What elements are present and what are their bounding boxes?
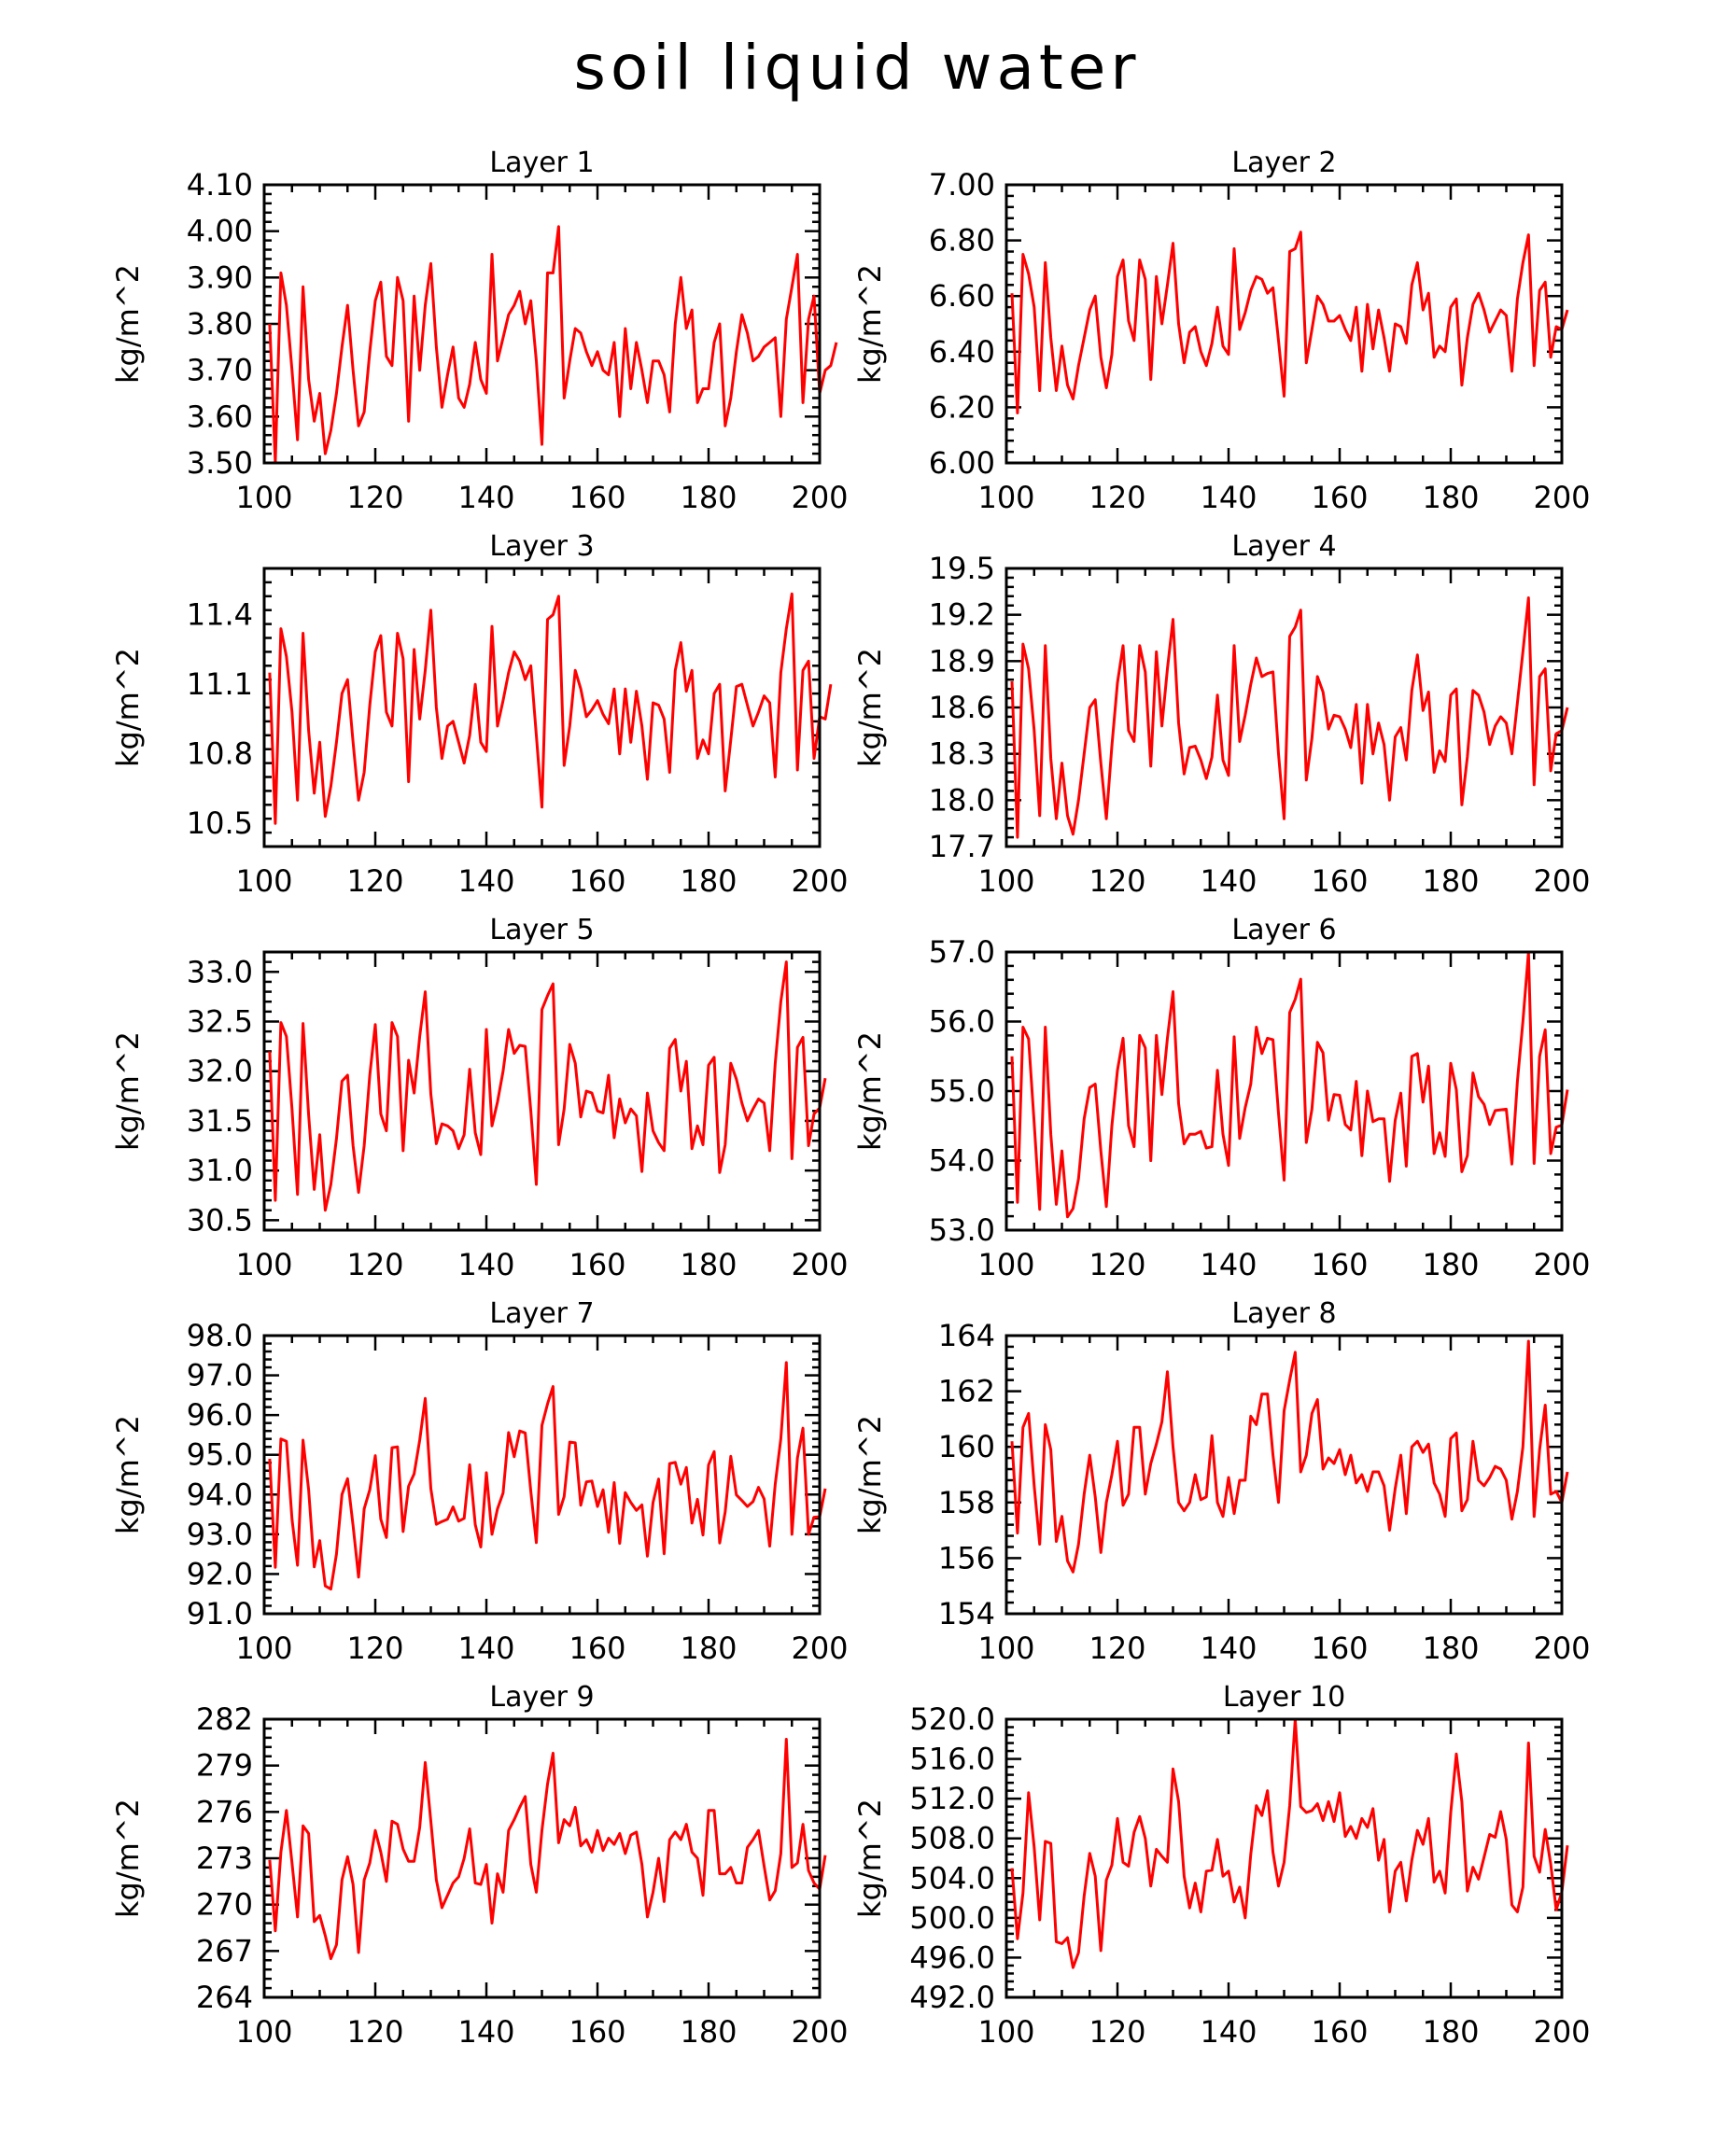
y-axis-label: kg/m^2 [852,1799,888,1918]
y-axis-label: kg/m^2 [110,1415,146,1534]
x-tick-label: 180 [1422,480,1480,515]
y-tick-label: 10.8 [186,735,253,772]
x-tick-label: 200 [791,863,849,899]
x-tick-label: 120 [1089,1247,1146,1282]
x-tick-label: 140 [1200,1247,1257,1282]
x-tick-label: 180 [680,1631,738,1666]
y-tick-label: 92.0 [186,1556,253,1592]
y-tick-label: 31.0 [186,1153,253,1189]
y-tick-label: 264 [195,1980,253,2015]
x-tick-label: 180 [1422,2014,1480,2050]
y-tick-label: 279 [195,1747,253,1784]
y-tick-label: 32.5 [186,1003,253,1040]
x-tick-label: 180 [1422,1631,1480,1666]
y-tick-label: 53.0 [928,1212,995,1248]
x-tick-label: 180 [1422,863,1480,899]
y-tick-label: 11.4 [186,596,253,633]
series-line-layer-3 [270,594,831,823]
y-tick-label: 276 [195,1794,253,1830]
y-tick-label: 94.0 [186,1477,253,1513]
x-tick-label: 100 [235,1631,293,1666]
x-tick-label: 160 [1311,2014,1369,2050]
x-tick-label: 200 [1533,2014,1591,2050]
y-tick-label: 492.0 [909,1980,995,2015]
x-tick-label: 180 [680,1247,738,1282]
x-tick-label: 100 [977,1247,1035,1282]
x-tick-label: 160 [1311,863,1369,899]
y-tick-label: 32.0 [186,1053,253,1089]
y-axis-label: kg/m^2 [852,1415,888,1534]
y-tick-label: 4.00 [186,213,253,249]
chart-panel-layer-5 [110,914,849,1282]
y-tick-label: 3.90 [186,259,253,296]
y-tick-label: 270 [195,1886,253,1923]
x-tick-label: 100 [977,480,1035,515]
y-tick-label: 158 [937,1484,995,1520]
y-tick-label: 6.60 [928,278,995,315]
y-tick-label: 17.7 [928,829,995,864]
series-line-layer-4 [1012,598,1567,838]
series-line-layer-7 [270,1363,825,1589]
y-axis-label: kg/m^2 [110,264,146,384]
panel-title: Layer 6 [1231,914,1337,946]
y-axis-label: kg/m^2 [110,1799,146,1918]
x-tick-label: 180 [680,2014,738,2050]
series-line-layer-1 [270,227,836,463]
x-tick-label: 140 [457,1631,515,1666]
y-tick-label: 10.5 [186,805,253,842]
x-tick-label: 200 [1533,1247,1591,1282]
x-tick-label: 200 [791,1631,849,1666]
chart-panel-layer-8 [852,1297,1591,1666]
panel-title: Layer 4 [1231,530,1337,563]
panel-title: Layer 3 [489,530,595,563]
series-line-layer-6 [1012,952,1567,1217]
panels-container [110,147,1591,2050]
x-tick-label: 140 [1200,1631,1257,1666]
y-tick-label: 18.9 [928,643,995,679]
series-line-layer-5 [270,962,825,1211]
x-tick-label: 180 [680,863,738,899]
x-tick-label: 100 [977,2014,1035,2050]
x-tick-label: 120 [1089,2014,1146,2050]
chart-panel-layer-3 [110,530,849,899]
x-tick-label: 120 [346,1247,404,1282]
x-tick-label: 140 [1200,2014,1257,2050]
y-axis-label: kg/m^2 [852,1031,888,1151]
x-tick-label: 200 [1533,863,1591,899]
y-tick-label: 6.40 [928,333,995,370]
panel-title: Layer 1 [489,147,595,179]
x-tick-label: 160 [569,1247,626,1282]
x-tick-label: 140 [457,2014,515,2050]
y-axis-label: kg/m^2 [110,1031,146,1151]
y-tick-label: 6.20 [928,389,995,426]
y-tick-label: 18.3 [928,735,995,772]
x-tick-label: 100 [977,863,1035,899]
series-line-layer-2 [1012,232,1567,413]
y-tick-label: 282 [195,1701,253,1737]
panel-title: Layer 9 [489,1681,595,1714]
y-tick-label: 160 [937,1429,995,1465]
y-tick-label: 267 [195,1933,253,1969]
y-tick-label: 95.0 [186,1436,253,1473]
x-tick-label: 120 [346,480,404,515]
x-tick-label: 140 [1200,480,1257,515]
y-tick-label: 3.50 [186,445,253,481]
x-tick-label: 180 [680,480,738,515]
panel-title: Layer 7 [489,1297,595,1330]
x-tick-label: 200 [1533,480,1591,515]
y-axis-label: kg/m^2 [852,648,888,767]
y-tick-label: 96.0 [186,1397,253,1434]
chart-panel-layer-9 [110,1681,849,2050]
x-tick-label: 120 [346,2014,404,2050]
x-tick-label: 180 [1422,1247,1480,1282]
y-tick-label: 273 [195,1841,253,1876]
figure-title: soil liquid water [573,32,1141,104]
y-tick-label: 18.6 [928,690,995,725]
y-tick-label: 56.0 [928,1003,995,1040]
x-tick-label: 100 [235,480,293,515]
chart-panel-layer-6 [852,914,1591,1282]
y-tick-label: 54.0 [928,1142,995,1179]
plot-frame [264,1336,820,1614]
chart-panel-layer-1 [110,147,849,515]
y-axis-label: kg/m^2 [852,264,888,384]
x-tick-label: 100 [235,2014,293,2050]
x-tick-label: 200 [791,480,849,515]
y-tick-label: 6.00 [928,445,995,481]
y-tick-label: 31.5 [186,1102,253,1139]
x-tick-label: 140 [457,480,515,515]
y-tick-label: 93.0 [186,1516,253,1552]
y-tick-label: 504.0 [909,1860,995,1897]
y-tick-label: 162 [937,1373,995,1409]
y-tick-label: 164 [937,1318,995,1353]
y-tick-label: 154 [937,1596,995,1631]
x-tick-label: 160 [569,863,626,899]
y-tick-label: 19.5 [928,551,995,586]
y-tick-label: 500.0 [909,1899,995,1936]
y-tick-label: 512.0 [909,1781,995,1817]
series-line-layer-10 [1012,1719,1567,1967]
y-tick-label: 4.10 [186,167,253,203]
chart-panel-layer-7 [110,1297,849,1666]
y-tick-label: 520.0 [909,1701,995,1737]
panel-title: Layer 5 [489,914,595,946]
x-tick-label: 200 [791,1247,849,1282]
x-tick-label: 120 [1089,480,1146,515]
y-tick-label: 33.0 [186,954,253,990]
x-tick-label: 140 [1200,863,1257,899]
series-line-layer-8 [1012,1341,1567,1572]
y-axis-label: kg/m^2 [110,648,146,767]
y-tick-label: 30.5 [186,1202,253,1239]
x-tick-label: 160 [1311,1631,1369,1666]
x-tick-label: 160 [569,1631,626,1666]
x-tick-label: 160 [1311,1247,1369,1282]
y-tick-label: 7.00 [928,167,995,203]
y-tick-label: 55.0 [928,1073,995,1109]
series-line-layer-9 [270,1740,825,1959]
y-tick-label: 18.0 [928,782,995,819]
y-tick-label: 3.60 [186,399,253,435]
plot-frame [1006,185,1562,463]
y-tick-label: 3.70 [186,352,253,388]
x-tick-label: 120 [346,1631,404,1666]
x-tick-label: 100 [235,863,293,899]
x-tick-label: 140 [457,863,515,899]
panel-title: Layer 8 [1231,1297,1337,1330]
y-tick-label: 156 [937,1540,995,1576]
x-tick-label: 140 [457,1247,515,1282]
x-tick-label: 200 [791,2014,849,2050]
panel-title: Layer 10 [1222,1681,1346,1714]
y-tick-label: 3.80 [186,306,253,342]
x-tick-label: 120 [346,863,404,899]
y-tick-label: 11.1 [186,666,253,703]
y-tick-label: 97.0 [186,1357,253,1393]
chart-panel-layer-10 [852,1681,1591,2050]
y-tick-label: 19.2 [928,596,995,633]
y-tick-label: 91.0 [186,1596,253,1631]
x-tick-label: 120 [1089,1631,1146,1666]
chart-panel-layer-4 [852,530,1591,899]
x-tick-label: 120 [1089,863,1146,899]
chart-panel-layer-2 [852,147,1591,515]
y-tick-label: 508.0 [909,1820,995,1856]
panel-title: Layer 2 [1231,147,1337,179]
x-tick-label: 160 [569,2014,626,2050]
x-tick-label: 100 [235,1247,293,1282]
y-tick-label: 516.0 [909,1741,995,1777]
x-tick-label: 100 [977,1631,1035,1666]
x-tick-label: 200 [1533,1631,1591,1666]
x-tick-label: 160 [569,480,626,515]
y-tick-label: 496.0 [909,1939,995,1976]
y-tick-label: 6.80 [928,222,995,259]
y-tick-label: 57.0 [928,934,995,970]
x-tick-label: 160 [1311,480,1369,515]
y-tick-label: 98.0 [186,1318,253,1353]
